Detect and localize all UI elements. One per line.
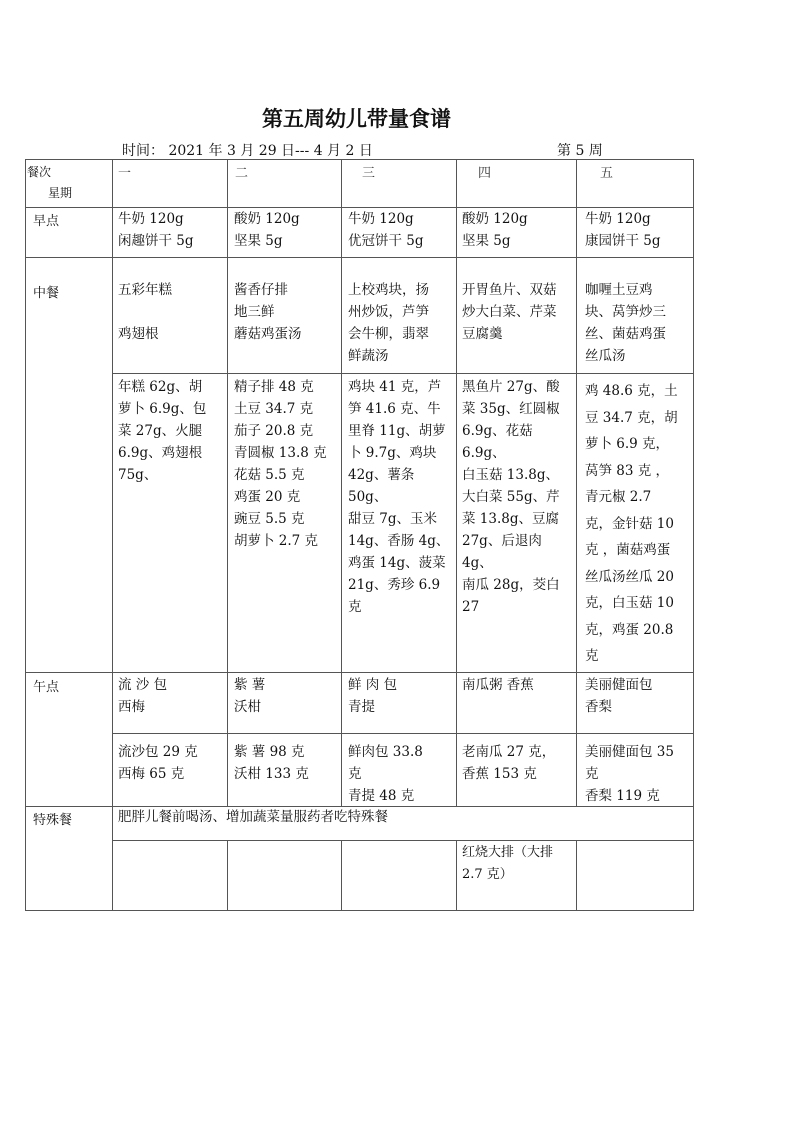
row-label-snack: 午点	[33, 680, 60, 695]
table-divider	[576, 159, 577, 807]
snack-item-mon: 流 沙 包 西梅	[118, 677, 168, 715]
table-divider	[456, 840, 457, 911]
lunch-dish-thu: 开胃鱼片、双菇 炒大白菜、芹菜 豆腐羹	[462, 282, 557, 342]
snack-item-thu: 南瓜粥 香蕉	[462, 677, 534, 693]
lunch-dish-tue: 酱香仔排 地三鲜 蘑菇鸡蛋汤	[234, 282, 302, 342]
lunch-amount-wed: 鸡块 41 克，芦 笋 41.6 克、牛 里脊 11g、胡萝 卜 9.7g、鸡块 42g、薯条 50g、 甜豆 7g、玉米 14g、香肠 4g、 鸡蛋 14g、菠菜 21g、秀珍 6.9 克	[348, 379, 450, 615]
breakfast-cell-fri: 牛奶 120g 康园饼干 5g	[585, 211, 661, 249]
row-label-special: 特殊餐	[33, 813, 73, 828]
table-divider	[112, 840, 694, 841]
lunch-amount-fri: 鸡 48.6 克，土 豆 34.7 克，胡 萝卜 6.9 克， 莴笋 83 克 ， 青元椒 2.7 克，金针菇 10 克 ，菌菇鸡蛋 丝瓜汤丝瓜 20 克，白玉菇 10 克，鸡蛋 20.8 克	[585, 383, 678, 664]
table-divider	[25, 672, 694, 673]
snack-amount-mon: 流沙包 29 克 西梅 65 克	[118, 744, 198, 782]
lunch-amount-thu: 黑鱼片 27g、酸 菜 35g、红圆椒 6.9g、花菇 6.9g、 白玉菇 13.8g、 大白菜 55g、芹 菜 13.8g、豆腐 27g、后退肉 4g、 南瓜 28g，茭白 27	[462, 379, 560, 615]
table-border-top	[25, 159, 694, 160]
day-header-thu: 四	[478, 166, 492, 181]
table-divider	[341, 159, 342, 807]
day-header-wed: 三	[362, 166, 376, 181]
snack-item-wed: 鲜 肉 包 青提	[348, 677, 398, 715]
header-meal-label: 餐次	[27, 165, 52, 179]
lunch-dish-wed: 上校鸡块，扬 州炒饭，芦笋 会牛柳，翡翠 鲜蔬汤	[348, 282, 429, 364]
header-day-label: 星期	[48, 186, 73, 200]
lunch-dish-fri: 咖喱土豆鸡 块、莴笋炒三 丝、菌菇鸡蛋 丝瓜汤	[585, 282, 666, 364]
table-divider	[227, 840, 228, 911]
table-divider	[112, 733, 694, 734]
date-range: 时间： 2021 年 3 月 29 日--- 4 月 2 日	[122, 143, 373, 159]
snack-item-fri: 美丽健面包 香梨	[585, 677, 653, 715]
table-border-left	[25, 159, 26, 911]
day-header-mon: 一	[118, 166, 132, 181]
table-border-right	[693, 159, 694, 911]
day-header-fri: 五	[600, 166, 614, 181]
lunch-amount-tue: 精子排 48 克 土豆 34.7 克 茄子 20.8 克 青圆椒 13.8 克 花菇 5.5 克 鸡蛋 20 克 豌豆 5.5 克 胡萝卜 2.7 克	[234, 379, 327, 549]
table-divider	[456, 159, 457, 807]
breakfast-cell-mon: 牛奶 120g 闲趣饼干 5g	[118, 211, 194, 249]
table-border-bottom	[25, 910, 694, 911]
snack-item-tue: 紫 薯 沃柑	[234, 677, 266, 715]
breakfast-cell-tue: 酸奶 120g 坚果 5g	[234, 211, 300, 249]
breakfast-cell-thu: 酸奶 120g 坚果 5g	[462, 211, 528, 249]
table-divider	[576, 840, 577, 911]
snack-amount-tue: 紫 薯 98 克 沃柑 133 克	[234, 744, 309, 782]
week-number: 第 5 周	[557, 143, 603, 159]
lunch-amount-mon: 年糕 62g、胡 萝卜 6.9g、包 菜 27g、火腿 6.9g、鸡翅根 75g、	[118, 379, 207, 483]
breakfast-cell-wed: 牛奶 120g 优冠饼干 5g	[348, 211, 424, 249]
row-label-lunch: 中餐	[33, 286, 60, 301]
table-divider	[25, 257, 694, 258]
lunch-dish-mon: 五彩年糕 鸡翅根	[118, 282, 172, 342]
table-divider	[227, 159, 228, 807]
table-divider	[112, 373, 694, 374]
table-divider	[112, 159, 113, 911]
row-label-breakfast: 早点	[33, 214, 60, 229]
snack-amount-thu: 老南瓜 27 克， 香蕉 153 克	[462, 744, 556, 782]
snack-amount-fri: 美丽健面包 35 克 香梨 119 克	[585, 744, 674, 804]
special-thursday: 红烧大排（大排 2.7 克）	[462, 845, 554, 882]
snack-amount-wed: 鲜肉包 33.8 克 青提 48 克	[348, 744, 423, 804]
day-header-tue: 二	[235, 166, 249, 181]
special-note: 肥胖儿餐前喝汤、增加蔬菜量服药者吃特殊餐	[118, 809, 388, 825]
table-divider	[341, 840, 342, 911]
